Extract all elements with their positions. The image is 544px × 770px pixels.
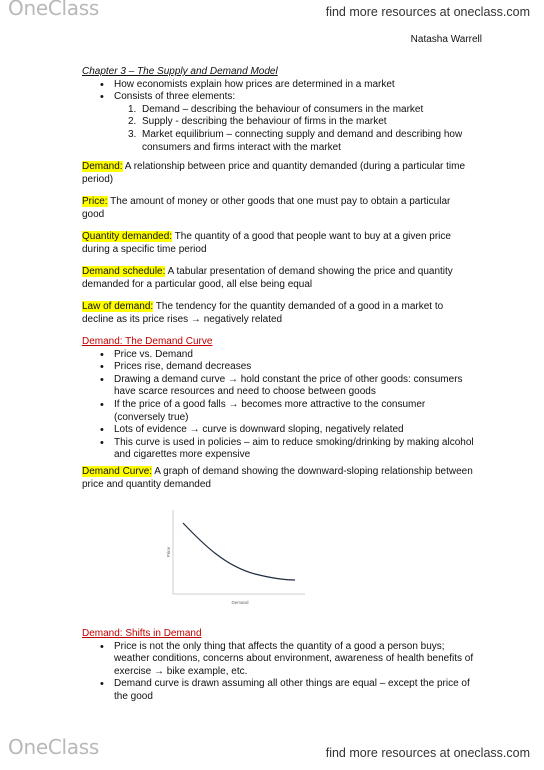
footer-tagline[interactable]: find more resources at oneclass.com	[325, 746, 530, 760]
author-name: Natasha Warrell	[410, 34, 482, 45]
demand-curve-figure	[165, 508, 311, 612]
list-item: • How economists explain how prices are determined in a market	[100, 79, 474, 92]
definition-demand-curve	[82, 466, 474, 491]
term: Demand Curve:	[82, 466, 153, 477]
item-number: 1.	[128, 103, 137, 115]
item-text: Market equilibrium – connecting supply and demand and describing how consumers and firms interact with the market	[142, 128, 463, 153]
list-item: • Consists of three elements:	[100, 91, 474, 104]
definition-demand-schedule	[82, 266, 474, 291]
item-text: Supply - describing the behaviour of firms in the market	[142, 116, 387, 128]
definition-demand	[82, 161, 474, 186]
intro-section	[82, 66, 474, 154]
footer-oneclass-logo: OneClass	[8, 735, 99, 759]
list-item: • This curve is used in policies – aim to reduce smoking/drinking by making alcohol and cigarettes more expensive	[100, 437, 474, 462]
section-heading: Demand: Shifts in Demand	[82, 628, 202, 639]
list-item	[128, 129, 474, 154]
list-item	[128, 104, 474, 117]
definition-text: The amount of money or other goods that one must pay to obtain a particular good	[82, 196, 451, 220]
list-item: • Demand curve is drawn assuming all other things are equal – except the price of the good	[100, 678, 474, 703]
shifts-list	[100, 641, 474, 704]
list-item: • Lots of evidence → curve is downward sloping, negatively related	[100, 424, 474, 437]
section-heading: Demand: The Demand Curve	[82, 336, 213, 347]
definition-price	[82, 196, 474, 221]
definition-text: A graph of demand showing the downward-sloping relationship between price and quantity demanded	[82, 466, 473, 490]
demand-curve-line	[183, 523, 295, 580]
list-item: • Price is not the only thing that affects the quantity of a good a person buys; weather conditions, concerns about environment, awareness of health benefits of exercise → bike example, etc.	[100, 641, 474, 679]
section-shifts-in-demand	[82, 628, 474, 704]
definition-text: The tendency for the quantity demanded of a good in a market to decline as its price rises → negatively related	[82, 301, 444, 325]
item-number: 2.	[128, 116, 137, 128]
intro-list	[100, 79, 474, 104]
definition-text: The quantity of a good that people want to buy at a given price during a specific time period	[82, 231, 451, 255]
term: Demand schedule:	[82, 266, 166, 277]
list-item: • Price vs. Demand	[100, 349, 474, 362]
demand-curve-list	[100, 349, 474, 462]
list-item: • If the price of a good falls → becomes more attractive to the consumer (conversely true)	[100, 399, 474, 424]
term: Price:	[82, 196, 108, 207]
list-item	[128, 116, 474, 129]
definition-text: A relationship between price and quantity demanded (during a particular time period)	[82, 161, 466, 185]
definition-text: A tabular presentation of demand showing the price and quantity demanded for a particular good, all else being equal	[82, 266, 453, 290]
definition-quantity-demanded	[82, 231, 474, 256]
item-text: Demand – describing the behaviour of consumers in the market	[142, 103, 424, 115]
term: Law of demand:	[82, 301, 154, 312]
elements-list	[128, 104, 474, 154]
definition-law-of-demand	[82, 301, 474, 326]
list-item: • Prices rise, demand decreases	[100, 361, 474, 374]
term: Quantity demanded:	[82, 231, 173, 242]
oneclass-logo: OneClass	[8, 0, 99, 20]
term: Demand:	[82, 161, 123, 172]
section-demand-curve	[82, 336, 474, 462]
y-axis-label: Price	[166, 546, 171, 558]
list-item: • Drawing a demand curve → hold constant the price of other goods: consumers have scarce resources and need to choose between goods	[100, 374, 474, 399]
header-tagline[interactable]: find more resources at oneclass.com	[325, 5, 530, 19]
item-number: 3.	[128, 128, 137, 140]
x-axis-label: Demand	[231, 600, 249, 605]
page-title: Chapter 3 – The Supply and Demand Model	[82, 66, 278, 77]
